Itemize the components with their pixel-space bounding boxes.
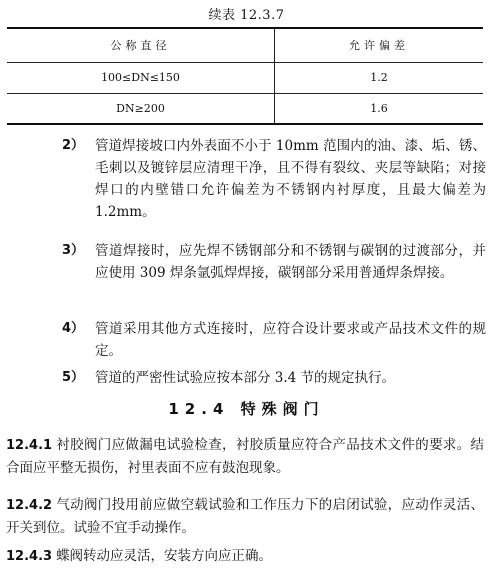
list-item-4 — [54, 318, 486, 362]
list-item-number: 5） — [62, 370, 85, 385]
clause-number: 12.4.2 — [6, 498, 53, 513]
section-title: 12.4 特殊阀门 — [168, 400, 325, 418]
clause-text: 衬胶阀门应做漏电试验检查，衬胶质量应符合产品技术文件的要求。结合面应平整无损伤，衬里表面不应有鼓泡现象。 — [6, 437, 484, 476]
clause-text: 蝶阀转动应灵活，安装方向应正确。 — [56, 548, 273, 564]
table-cell-deviation: 1.6 — [275, 93, 484, 124]
clause-12-4-3 — [6, 545, 484, 568]
table-header-row — [7, 28, 483, 62]
clause-12-4-2 — [6, 494, 484, 539]
list-item-5 — [54, 367, 486, 389]
list-item-text: 管道采用其他方式连接时，应符合设计要求或产品技术文件的规定。 — [95, 321, 486, 359]
table-cell-deviation: 1.2 — [275, 62, 484, 93]
header-nominal-diameter: 公称直径 — [7, 28, 275, 62]
list-item-number: 3） — [62, 243, 85, 258]
list-item-text: 管道焊接坡口内外表面不小于 10mm 范围内的油、漆、垢、锈、毛刺以及镀锌层应清理干净，且不得有裂纹、夹层等缺陷；对接焊口的内壁错口允许偏差为不锈钢内衬厚度，且最大偏差为 1.2mm。 — [95, 138, 486, 220]
list-item-number: 4） — [62, 321, 85, 336]
list-item-2 — [54, 135, 486, 223]
table-title: 续表 12.3.7 — [208, 8, 285, 23]
table-row — [7, 93, 483, 124]
clause-12-4-1 — [6, 434, 484, 479]
list-item-3 — [54, 240, 486, 284]
table-cell-diameter: DN≥200 — [7, 93, 275, 124]
header-allowed-deviation: 允许偏差 — [275, 28, 484, 62]
table-cell-diameter: 100≤DN≤150 — [7, 62, 275, 93]
table-row — [7, 62, 483, 93]
list-item-text: 管道焊接时，应先焊不锈钢部分和不锈钢与碳钢的过渡部分，并应使用 309 焊条氩弧焊焊接，碳钢部分采用普通焊条焊接。 — [95, 243, 486, 281]
tolerance-table — [7, 27, 483, 125]
list-item-number: 2） — [62, 138, 85, 153]
clause-number: 12.4.1 — [6, 438, 53, 453]
clause-number: 12.4.3 — [6, 549, 53, 564]
clause-text: 气动阀门投用前应做空载试验和工作压力下的启闭试验，应动作灵活、开关到位。试验不宜手动操作。 — [6, 497, 484, 536]
list-item-text: 管道的严密性试验应按本部分 3.4 节的规定执行。 — [95, 370, 396, 386]
